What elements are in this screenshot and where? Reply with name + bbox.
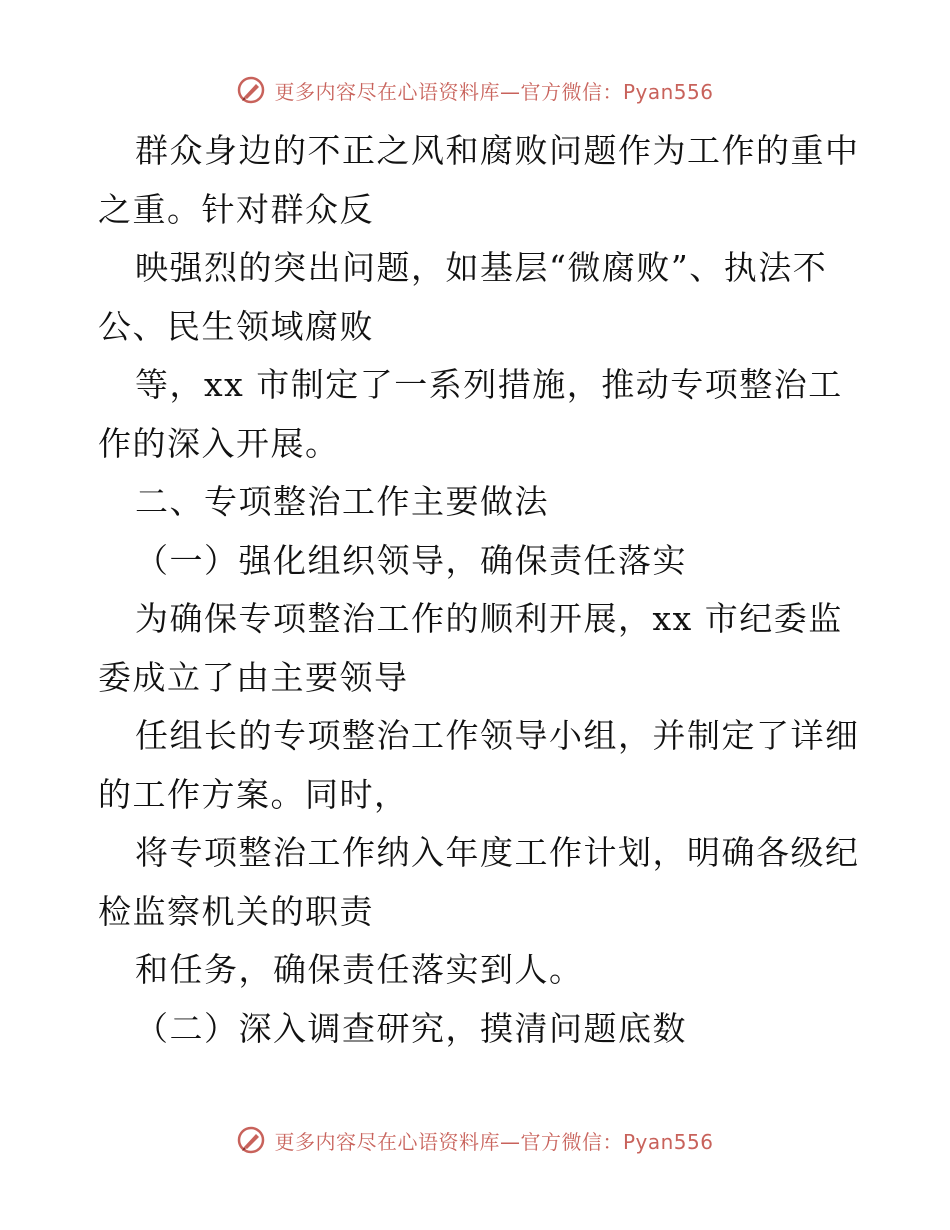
watermark-text: 更多内容尽在心语资料库—官方微信：Pyan556 bbox=[274, 79, 714, 104]
text-line: 公、民生领域腐败 bbox=[98, 306, 374, 346]
watermark-text: 更多内容尽在心语资料库—官方微信：Pyan556 bbox=[274, 1129, 714, 1154]
text-line: 任组长的专项整治工作领导小组，并制定了详细 bbox=[135, 716, 860, 755]
subsection-heading: （一）强化组织领导，确保责任落实 bbox=[135, 540, 687, 580]
header-watermark bbox=[0, 72, 950, 108]
pen-circle-icon bbox=[236, 75, 266, 105]
footer-watermark bbox=[0, 1122, 950, 1158]
text-line: 为确保专项整治工作的顺利开展，xx 市纪委监 bbox=[135, 599, 843, 638]
text-line: 之重。针对群众反 bbox=[98, 189, 374, 229]
document-body bbox=[98, 122, 858, 1058]
text-line: 作的深入开展。 bbox=[98, 423, 340, 463]
text-line: 将专项整治工作纳入年度工作计划，明确各级纪 bbox=[135, 833, 860, 872]
subsection-heading: （二）深入调查研究，摸清问题底数 bbox=[135, 1008, 687, 1048]
text-line: 等，xx 市制定了一系列措施，推动专项整治工 bbox=[135, 365, 843, 404]
text-line: 和任务，确保责任落实到人。 bbox=[135, 950, 584, 989]
text-line: 的工作方案。同时， bbox=[98, 774, 409, 814]
text-line: 委成立了由主要领导 bbox=[98, 657, 409, 697]
section-heading: 二、专项整治工作主要做法 bbox=[135, 482, 549, 521]
pen-circle-icon bbox=[236, 1125, 266, 1155]
text-line: 群众身边的不正之风和腐败问题作为工作的重中 bbox=[135, 131, 860, 170]
text-line: 检监察机关的职责 bbox=[98, 891, 374, 931]
text-line: 映强烈的突出问题，如基层“微腐败”、执法不 bbox=[135, 248, 828, 287]
